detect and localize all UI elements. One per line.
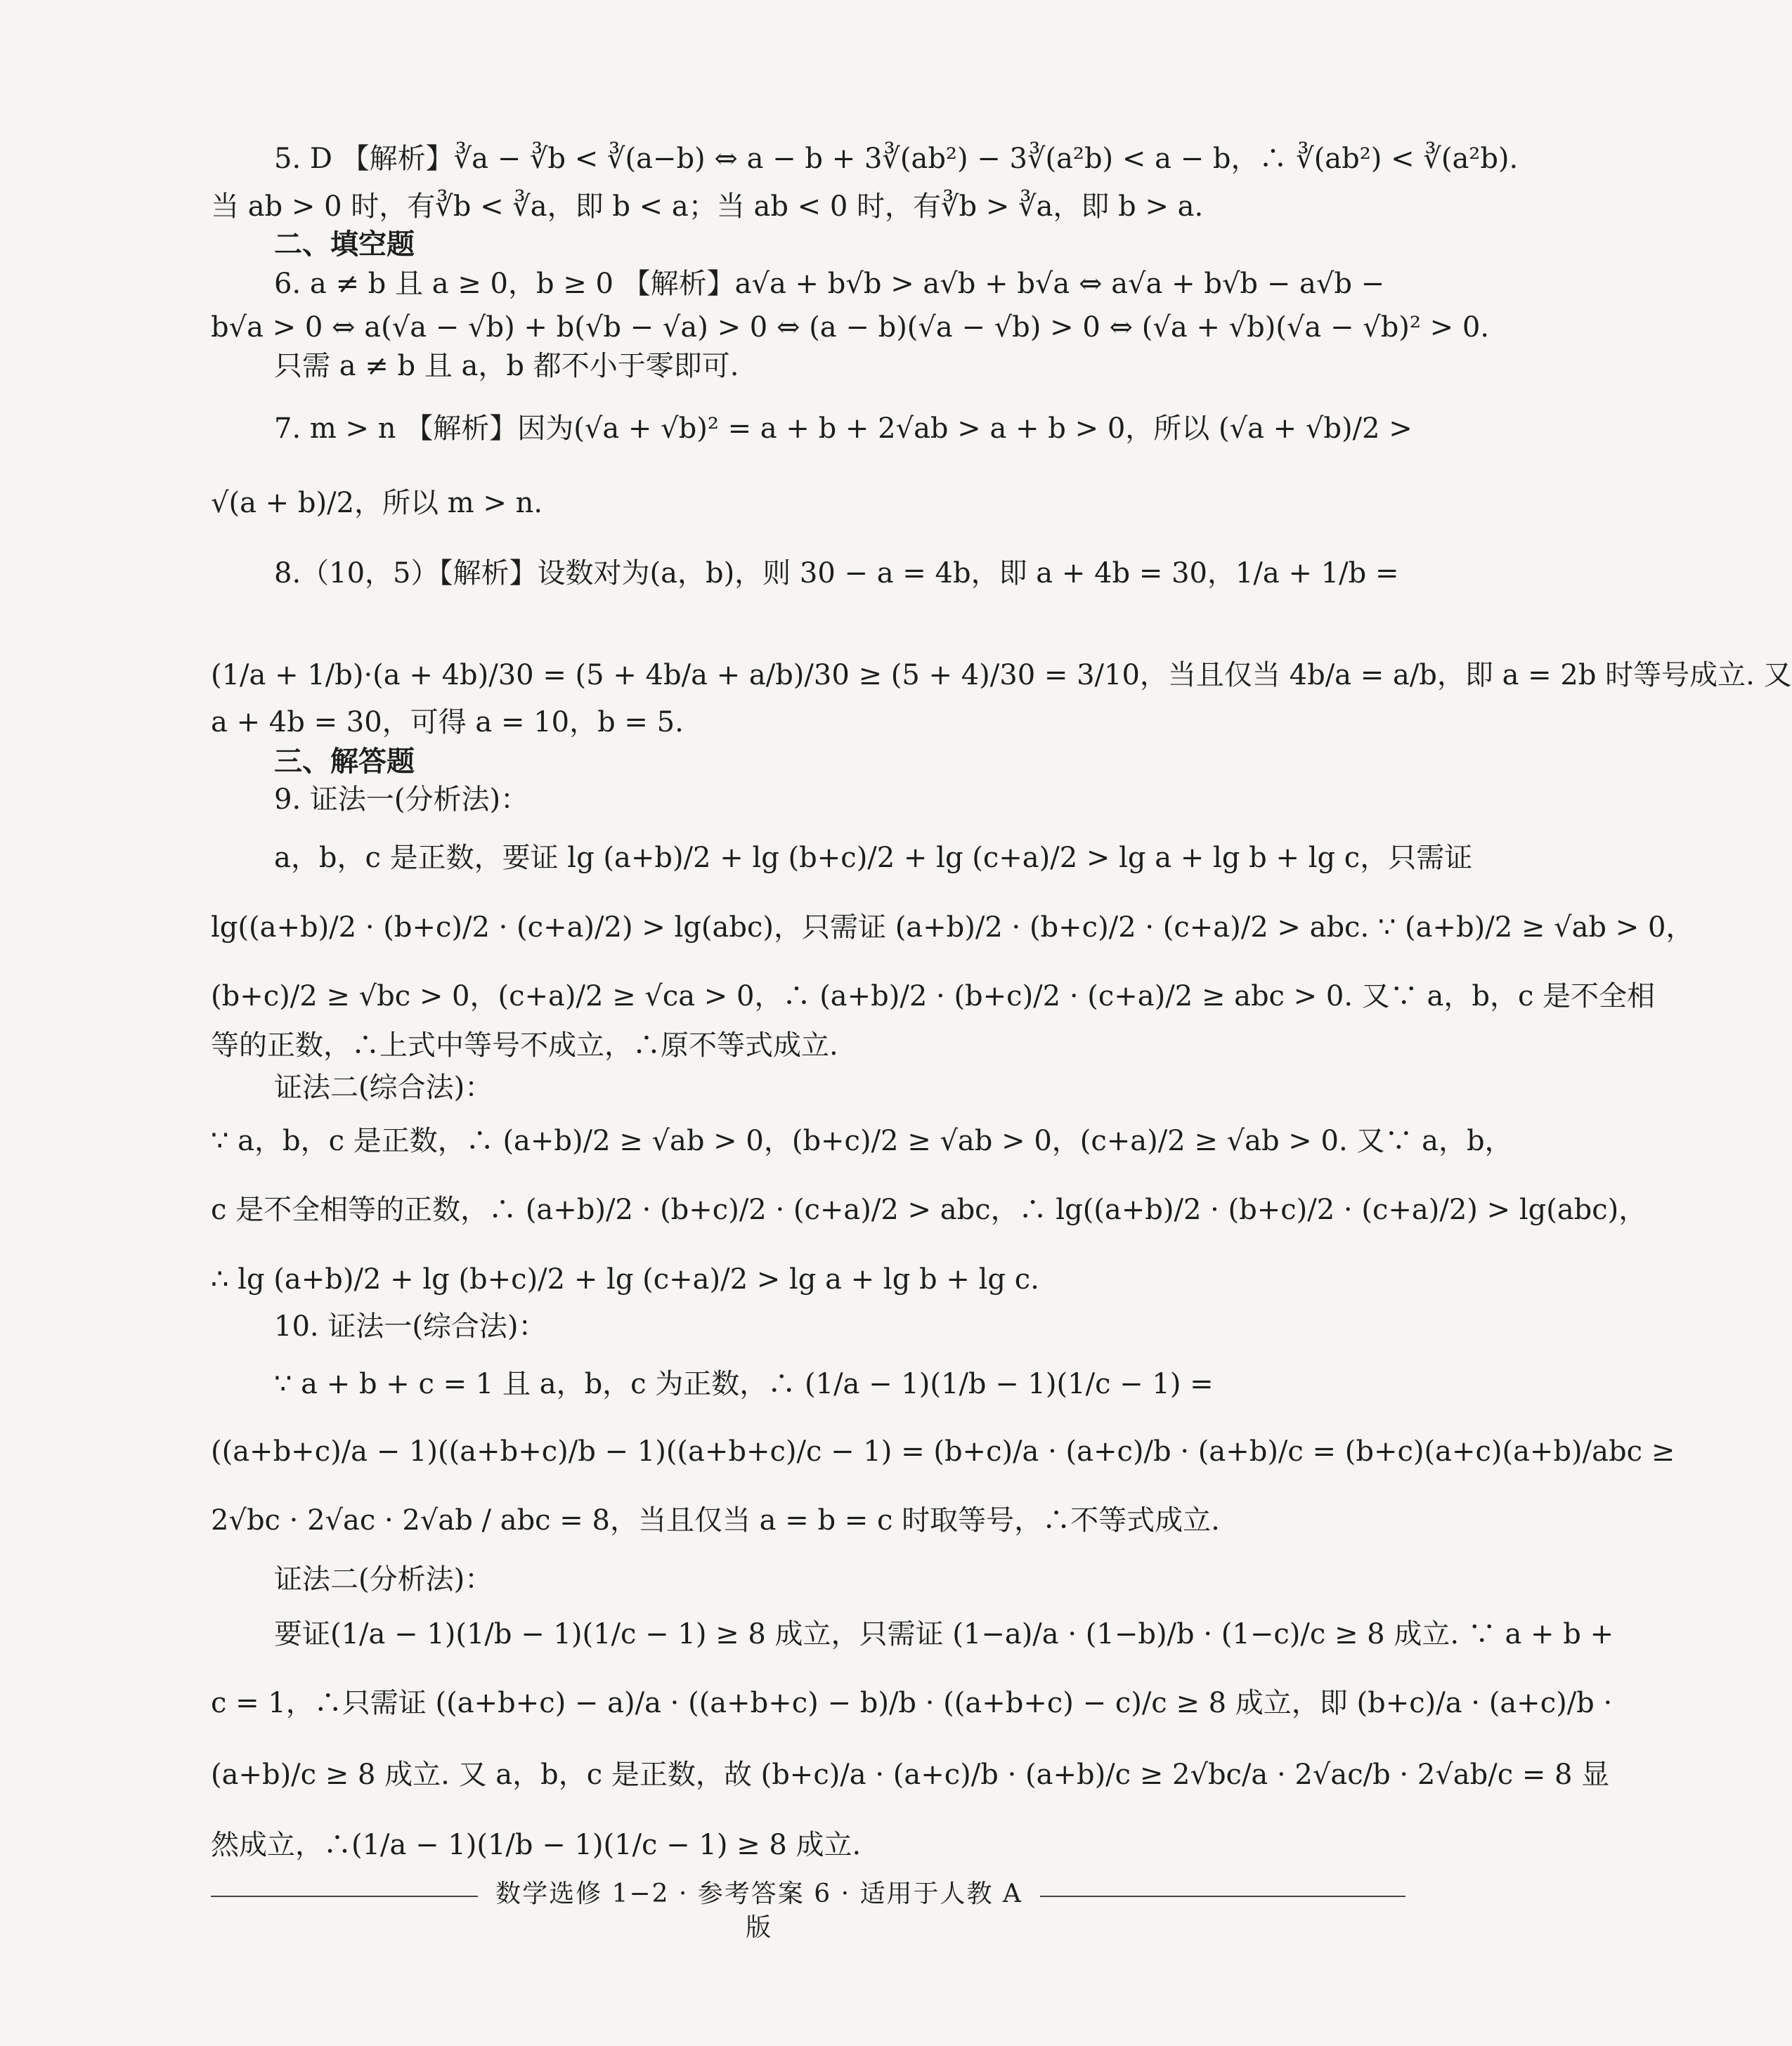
answer-10-proof-2-title: 证法二(分析法)： [274, 1563, 493, 1596]
answer-10-line-1: ∵ a + b + c = 1 且 a，b，c 为正数，∴ (1/a − 1)(1/b − 1)(1/c − 1) = [274, 1368, 1214, 1400]
section-heading-solutions: 三、解答题 [274, 745, 415, 778]
page-footer: 数学选修 1−2 · 参考答案 6 · 适用于人教 A 版 [495, 1879, 1022, 1942]
answer-10-line-7: 然成立，∴(1/a − 1)(1/b − 1)(1/c − 1) ≥ 8 成立. [211, 1829, 862, 1861]
answer-6-line-1: 6. a ≠ b 且 a ≥ 0，b ≥ 0 【解析】a√a + b√b > a√b + b√a ⇔ a√a + b√b − a√b − [274, 268, 1385, 300]
answer-7-line-1: 7. m > n 【解析】因为(√a + √b)² = a + b + 2√ab > a + b > 0，所以 (√a + √b)/2 > [274, 412, 1413, 445]
answer-9-line-4: 等的正数，∴上式中等号不成立，∴原不等式成立. [211, 1029, 838, 1062]
section-heading-fill-in: 二、填空题 [274, 228, 415, 261]
answer-8-line-1: 8.（10，5）【解析】设数对为(a，b)，则 30 − a = 4b，即 a + 4b = 30，1/a + 1/b = [274, 557, 1399, 589]
answer-9-proof-2-title: 证法二(综合法)： [274, 1071, 493, 1104]
answer-9-line-6: c 是不全相等的正数，∴ (a+b)/2 · (b+c)/2 · (c+a)/2 > abc，∴ lg((a+b)/2 · (b+c)/2 · (c+a)/2) > lg(abc)， [211, 1194, 1647, 1226]
answer-6-line-2: b√a > 0 ⇔ a(√a − √b) + b(√b − √a) > 0 ⇔ (a − b)(√a − √b) > 0 ⇔ (√a + √b)(√a − √b)² > 0. [211, 311, 1490, 344]
answer-9-line-7: ∴ lg (a+b)/2 + lg (b+c)/2 + lg (c+a)/2 > lg a + lg b + lg c. [211, 1263, 1039, 1296]
answer-8-line-2: (1/a + 1/b)·(a + 4b)/30 = (5 + 4b/a + a/b)/30 ≥ (5 + 4)/30 = 3/10，当且仅当 4b/a = a/b，即 a = 2b 时等号成立. 又 [211, 659, 1792, 691]
answer-10-proof-1-title: 10. 证法一(综合法)： [274, 1310, 547, 1343]
answer-10-line-4: 要证(1/a − 1)(1/b − 1)(1/c − 1) ≥ 8 成立，只需证 (1−a)/a · (1−b)/b · (1−c)/c ≥ 8 成立. ∵ a + b + [274, 1618, 1614, 1650]
answer-9-line-5: ∵ a，b，c 是正数，∴ (a+b)/2 ≥ √ab > 0，(b+c)/2 ≥ √ab > 0，(c+a)/2 ≥ √ab > 0. 又∵ a，b， [211, 1125, 1513, 1157]
answer-5-line-1: 5. D 【解析】∛a − ∛b < ∛(a−b) ⇔ a − b + 3∛(ab²) − 3∛(a²b) < a − b，∴ ∛(ab²) < ∛(a²b). [274, 143, 1519, 175]
answer-10-line-2: ((a+b+c)/a − 1)((a+b+c)/b − 1)((a+b+c)/c − 1) = (b+c)/a · (a+c)/b · (a+b)/c = (b+c)(a+c)(a+b)/abc ≥ [211, 1435, 1675, 1468]
footer-rule-left [211, 1896, 478, 1897]
answer-10-line-5: c = 1，∴只需证 ((a+b+c) − a)/a · ((a+b+c) − b)/b · ((a+b+c) − c)/c ≥ 8 成立，即 (b+c)/a · (a+c)/b · [211, 1687, 1613, 1719]
answer-6-line-3: 只需 a ≠ b 且 a，b 都不小于零即可. [274, 350, 739, 382]
answer-10-line-6: (a+b)/c ≥ 8 成立. 又 a，b，c 是正数，故 (b+c)/a · (a+c)/b · (a+b)/c ≥ 2√bc/a · 2√ac/b · 2√ab/c = 8 显 [211, 1759, 1610, 1791]
answer-8-line-3: a + 4b = 30，可得 a = 10，b = 5. [211, 706, 684, 738]
answer-10-line-3: 2√bc · 2√ac · 2√ab / abc = 8，当且仅当 a = b = c 时取等号，∴不等式成立. [211, 1504, 1220, 1537]
answer-9-line-1: a，b，c 是正数，要证 lg (a+b)/2 + lg (b+c)/2 + lg (c+a)/2 > lg a + lg b + lg c，只需证 [274, 842, 1473, 874]
answer-9-line-3: (b+c)/2 ≥ √bc > 0，(c+a)/2 ≥ √ca > 0，∴ (a+b)/2 · (b+c)/2 · (c+a)/2 ≥ abc > 0. 又∵ a，b，c 是不全相 [211, 980, 1656, 1012]
answer-7-line-2: √(a + b)/2，所以 m > n. [211, 487, 543, 519]
footer-rule-right [1040, 1896, 1405, 1897]
answer-5-line-2: 当 ab > 0 时，有∛b < ∛a，即 b < a；当 ab < 0 时，有∛b > ∛a，即 b > a. [211, 190, 1204, 223]
answer-9-proof-1-title: 9. 证法一(分析法)： [274, 783, 529, 816]
answer-9-line-2: lg((a+b)/2 · (b+c)/2 · (c+a)/2) > lg(abc)，只需证 (a+b)/2 · (b+c)/2 · (c+a)/2 > abc. ∵ (a+b)/2 ≥ √ab > 0， [211, 911, 1694, 944]
